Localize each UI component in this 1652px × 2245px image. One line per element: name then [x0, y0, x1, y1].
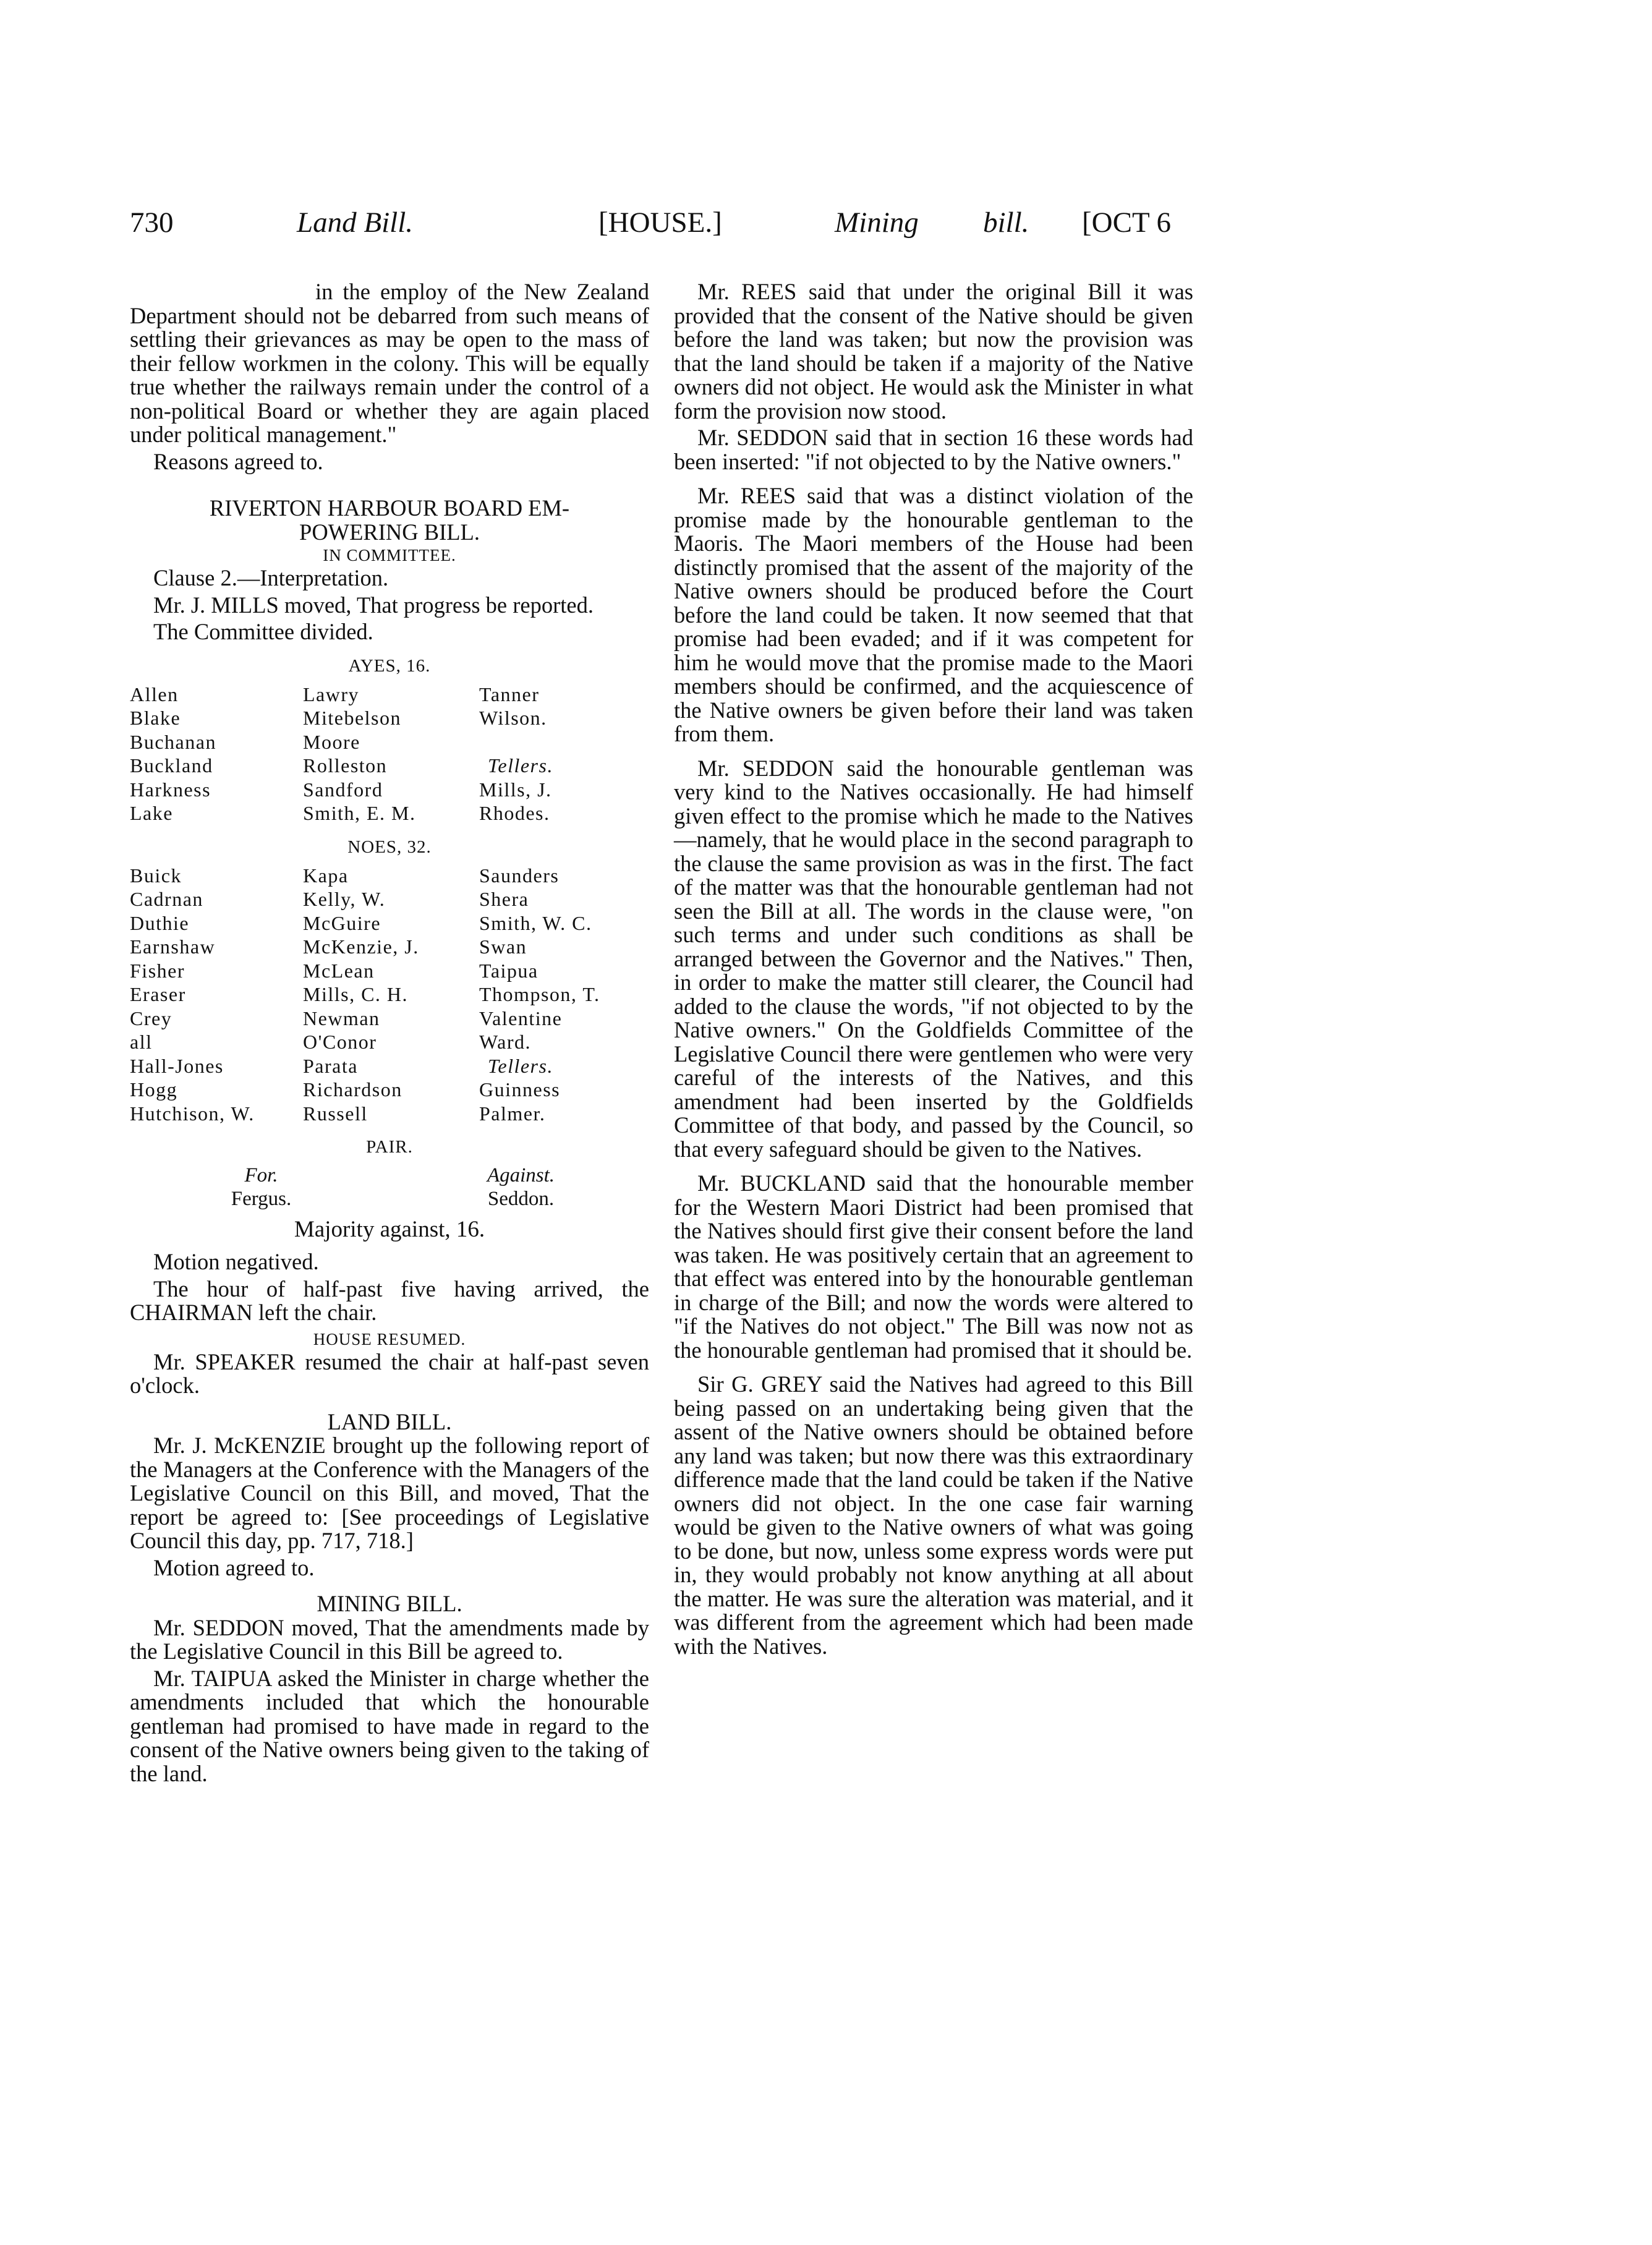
- member-name: Mitebelson: [303, 707, 401, 729]
- running-date: [OCT 6: [1082, 207, 1172, 239]
- member-name: Duthie: [130, 911, 190, 934]
- ayes-row: [130, 730, 649, 754]
- member-name: Kapa: [303, 864, 349, 887]
- majority-line: Majority against, 16.: [294, 1217, 485, 1242]
- noes-row: [130, 959, 649, 983]
- section-title: MINING BILL.: [317, 1591, 462, 1616]
- pair-against: Seddon.: [487, 1188, 555, 1210]
- paragraph: Motion negatived.: [153, 1249, 319, 1274]
- pair-for-label: For.: [244, 1164, 278, 1186]
- member-name: Richardson: [303, 1078, 402, 1101]
- member-name: Hall-Jones: [130, 1054, 224, 1077]
- running-title-right-2: bill.: [983, 207, 1029, 239]
- ayes-heading: AYES, 16.: [348, 655, 431, 676]
- paragraph: Reasons agreed to.: [153, 448, 323, 474]
- noes-heading: NOES, 32.: [347, 837, 432, 857]
- member-name: Hogg: [130, 1078, 178, 1101]
- member-name: Fisher: [130, 959, 185, 982]
- noes-row: [130, 911, 649, 935]
- member-name: Wilson.: [479, 707, 547, 729]
- paragraph: Mr. REES said that was a distinct violation of the promise made by the honourable gentleman to the Maoris. The Maori members of the House had been distinctly promised that the assent of the majority of the Native owners should be produced before the Court before the land could be taken. It now seemed that that promise had been evaded; and if it was competent for him he would move that the promise made to the Maori members should be confirmed, and the acquiescence of the Native owners be given before their land was taken from them.: [674, 483, 1193, 746]
- paragraph: The hour of half-past five having arrived, the CHAIRMAN left the chair.: [130, 1276, 649, 1325]
- member-name: Smith, E. M.: [303, 802, 416, 824]
- member-name: Allen: [130, 683, 179, 705]
- member-name: Newman: [303, 1007, 380, 1029]
- paragraph: Mr. SEDDON said the honourable gentleman was very kind to the Natives occasionally. He had himself given effect to the promise which he made to the Natives—namely, that he would place in the second paragraph to the clause the same provision as was in the first. The fact of the matter was that the honourable gentleman had not seen the Bill at all. The words in the clause were, "on such terms and under such conditions as shall be arranged between the Governor and the Natives." Then, in order to make the matter still clearer, the Council had added to the clause the words, "if not objected to by the Native owners." On the Goldfields Committee of the Legislative Council there were gentlemen who were very careful of the interests of the Natives, and this amendment had been inserted by the Goldfields Committee of that body, and passed by the Council, so that every safeguard should be given to the Natives.: [674, 755, 1193, 1162]
- member-name: Valentine: [479, 1007, 563, 1029]
- member-name: McGuire: [303, 911, 381, 934]
- member-name: Tellers.: [488, 754, 553, 777]
- noes-row: [130, 1030, 649, 1054]
- member-name: [479, 730, 649, 754]
- pair-against-label: Against.: [487, 1164, 555, 1186]
- running-title-left: Land Bill.: [297, 207, 414, 239]
- member-name: Buckland: [130, 754, 213, 777]
- running-title-center: [HOUSE.]: [598, 207, 722, 239]
- page-header: [130, 204, 1218, 241]
- noes-row: [130, 1078, 649, 1102]
- member-name: Harkness: [130, 778, 211, 801]
- member-name: Sandford: [303, 778, 383, 801]
- paragraph: Mr. REES said that under the original Bill it was provided that the consent of the Native should be given before the land was taken; but now the provision was that the land should be taken if a majority of the Native owners did not object. He would ask the Minister in what form the provision now stood.: [674, 279, 1193, 424]
- pair-for: Fergus.: [231, 1188, 292, 1210]
- section-title: LAND BILL.: [327, 1408, 452, 1434]
- paragraph: Mr. J. McKENZIE brought up the following report of the Managers at the Conference with the Managers of the Legislative Council on this Bill, and moved, That the report be agreed to: [See proceedings of Legislative Council this day, pp. 717, 718.]: [130, 1433, 649, 1553]
- ayes-table: [130, 683, 649, 825]
- member-name: Thompson, T.: [479, 983, 600, 1005]
- paragraph: Clause 2.—Interpretation.: [153, 565, 389, 590]
- paragraph: in the employ of the New Zealand Department should not be debarred from such means of settling their grievances as may be open to the mass of their fellow workmen in the colony. This will be equally true whether the railways remain under the control of a non-political Board or whether they are again placed under political management.": [130, 279, 649, 447]
- member-name: Buick: [130, 864, 182, 887]
- member-name: Kelly, W.: [303, 888, 386, 910]
- member-name: Guinness: [479, 1078, 561, 1101]
- ayes-row: [130, 778, 649, 802]
- member-name: Buchanan: [130, 730, 216, 753]
- member-name: Saunders: [479, 864, 560, 887]
- member-name: Swan: [479, 935, 527, 958]
- subsection-title: HOUSE RESUMED.: [313, 1329, 466, 1348]
- section-title: RIVERTON HARBOUR BOARD EM- POWERING BILL.: [209, 495, 570, 545]
- paragraph: Mr. SEDDON said that in section 16 these words had been inserted: "if not objected to by the Native owners.": [674, 425, 1193, 474]
- paragraph: Mr. J. MILLS moved, That progress be reported.: [153, 592, 594, 618]
- member-name: Tanner: [479, 683, 540, 705]
- member-name: Parata: [303, 1054, 358, 1077]
- subsection-title: IN COMMITTEE.: [323, 546, 456, 564]
- member-name: O'Conor: [303, 1031, 377, 1053]
- paragraph: The Committee divided.: [153, 619, 373, 644]
- noes-table: [130, 864, 649, 1126]
- member-name: Smith, W. C.: [479, 911, 592, 934]
- ayes-row: [130, 683, 649, 707]
- ayes-row: [130, 754, 649, 778]
- member-name: Moore: [303, 730, 360, 753]
- noes-row: [130, 982, 649, 1007]
- member-name: Tellers.: [488, 1054, 553, 1077]
- noes-row: [130, 887, 649, 911]
- member-name: McKenzie, J.: [303, 935, 419, 958]
- member-name: Lawry: [303, 683, 360, 705]
- right-column: [674, 280, 1193, 1661]
- member-name: Palmer.: [479, 1102, 546, 1125]
- pair-heading: PAIR.: [366, 1137, 413, 1157]
- member-name: Taipua: [479, 959, 539, 982]
- pair-labels: [130, 1164, 649, 1187]
- member-name: Hutchison, W.: [130, 1102, 255, 1125]
- paragraph: Mr. BUCKLAND said that the honourable member for the Western Maori District had been promised that the Natives should first give their consent before the land was taken. He was positively certain that an agreement to that effect was entered into by the honourable gentleman in charge of the Bill; and now the words were altered to "if the Natives do not object." The Bill was now not as the honourable gentleman had promised that it should be.: [674, 1170, 1193, 1363]
- ayes-row: [130, 706, 649, 730]
- member-name: Crey: [130, 1007, 172, 1029]
- member-name: McLean: [303, 959, 375, 982]
- paragraph: Sir G. GREY said the Natives had agreed to this Bill being passed on an undertaking being given that the assent of the Native owners should be obtained before any land was taken; but now there was this extraordinary difference made that the land could be taken if the Native owners did not object. In the one case fair warning would be given to the Native owners of what was going to be done, but now, unless some express words were put in, they would probably not know anything at all about the matter. He was sure the alteration was material, and it was different from the agreement which had been made with the Natives.: [674, 1371, 1193, 1659]
- pair-names: [130, 1187, 649, 1211]
- running-title-right: Mining: [835, 207, 919, 239]
- noes-row: [130, 1007, 649, 1031]
- member-name: Rhodes.: [479, 802, 550, 824]
- member-name: Mills, J.: [479, 778, 552, 801]
- member-name: Ward.: [479, 1031, 531, 1053]
- member-name: Cadrnan: [130, 888, 203, 910]
- paragraph: Mr. TAIPUA asked the Minister in charge whether the amendments included that which the honourable gentleman had promised to have made in regard to the consent of the Native owners being given to the taking of the land.: [130, 1665, 649, 1786]
- paragraph: Motion agreed to.: [153, 1554, 315, 1580]
- ayes-row: [130, 801, 649, 825]
- noes-row: [130, 1054, 649, 1078]
- paragraph: Mr. SEDDON moved, That the amendments made by the Legislative Council in this Bill be agreed to.: [130, 1614, 649, 1664]
- page-number: 730: [130, 207, 174, 239]
- noes-row: [130, 864, 649, 888]
- member-name: Rolleston: [303, 754, 388, 777]
- member-name: Earnshaw: [130, 935, 216, 958]
- noes-row: [130, 935, 649, 959]
- left-column: [130, 280, 649, 1789]
- member-name: Eraser: [130, 983, 186, 1005]
- member-name: Russell: [303, 1102, 368, 1125]
- member-name: all: [130, 1031, 153, 1053]
- noes-row: [130, 1102, 649, 1126]
- paragraph: Mr. SPEAKER resumed the chair at half-past seven o'clock.: [130, 1348, 649, 1398]
- member-name: Shera: [479, 888, 529, 910]
- member-name: Blake: [130, 707, 181, 729]
- member-name: Mills, C. H.: [303, 983, 409, 1005]
- member-name: Lake: [130, 802, 173, 824]
